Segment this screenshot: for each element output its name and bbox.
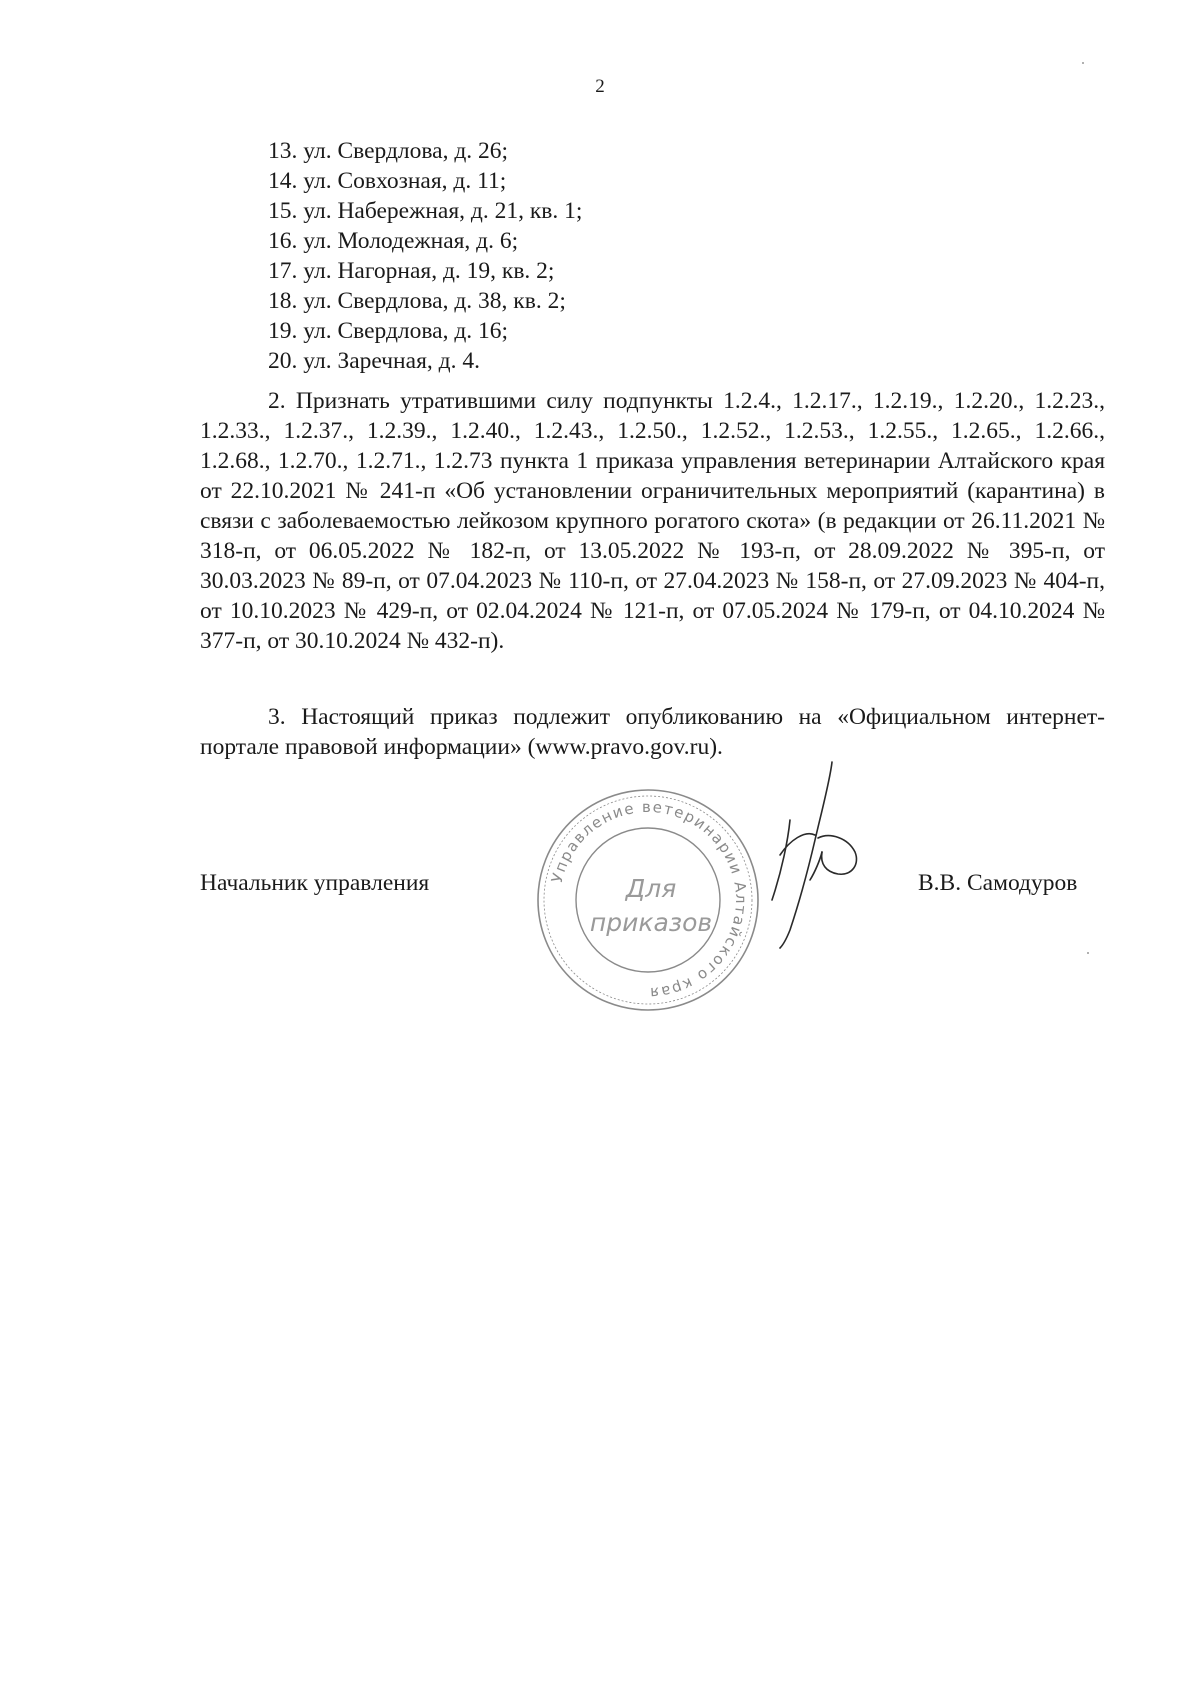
stamp-center-line-2: приказов: [589, 908, 713, 937]
paragraph-2: 2. Признать утратившими силу подпункты 1.2.4., 1.2.17., 1.2.19., 1.2.20., 1.2.23., 1.2.33., 1.2.37., 1.2.39., 1.2.40., 1.2.43., 1.2.50., 1.2.52., 1.2.53., 1.2.55., 1.2.65., 1.2.66., 1.2.68., 1.2.70., 1.2.71., 1.2.73 пункта 1 приказа управления ветеринарии Алтайского края от 22.10.2021 № 241-п «Об установлении ограничительных мероприятий (карантина) в связи с заболеваемостью лейкозом крупного рогатого скота» (в редакции от 26.11.2021 № 318-п, от 06.05.2022 № 182-п, от 13.05.2022 № 193-п, от 28.09.2022 № 395-п, от 30.03.2023 № 89-п, от 07.04.2023 № 110-п, от 27.04.2023 № 158-п, от 27.09.2023 № 404-п, от 10.10.2023 № 429-п, от 02.04.2024 № 121-п, от 07.05.2024 № 179-п, от 04.10.2024 № 377-п, от 30.10.2024 № 432-п).: [200, 388, 1105, 654]
official-stamp: [533, 785, 763, 1015]
list-item: 13. ул. Свердлова, д. 26;: [268, 138, 509, 164]
scan-speck: [1087, 952, 1089, 954]
list-item: 17. ул. Нагорная, д. 19, кв. 2;: [268, 258, 555, 284]
paragraph-3: 3. Настоящий приказ подлежит опубликованию на «Официальном интернет-портале правовой информации» (www.pravo.gov.ru).: [200, 704, 1105, 760]
stamp-center-line-1: Для: [625, 874, 677, 903]
stamp-ring-text: Управление ветеринарии Алтайского края: [547, 797, 751, 1003]
handwritten-signature: [760, 760, 870, 950]
signer-position-title: Начальник управления: [200, 870, 430, 896]
list-item: 19. ул. Свердлова, д. 16;: [268, 318, 509, 344]
list-item: 15. ул. Набережная, д. 21, кв. 1;: [268, 198, 583, 224]
address-list: [268, 136, 582, 376]
list-item: 14. ул. Совхозная, д. 11;: [268, 168, 507, 194]
page-number: 2: [595, 76, 605, 97]
scan-speck: [1082, 62, 1084, 64]
list-item: 16. ул. Молодежная, д. 6;: [268, 228, 519, 254]
list-item: 20. ул. Заречная, д. 4.: [268, 348, 480, 374]
signer-name: В.В. Самодуров: [918, 870, 1078, 896]
list-item: 18. ул. Свердлова, д. 38, кв. 2;: [268, 288, 566, 314]
